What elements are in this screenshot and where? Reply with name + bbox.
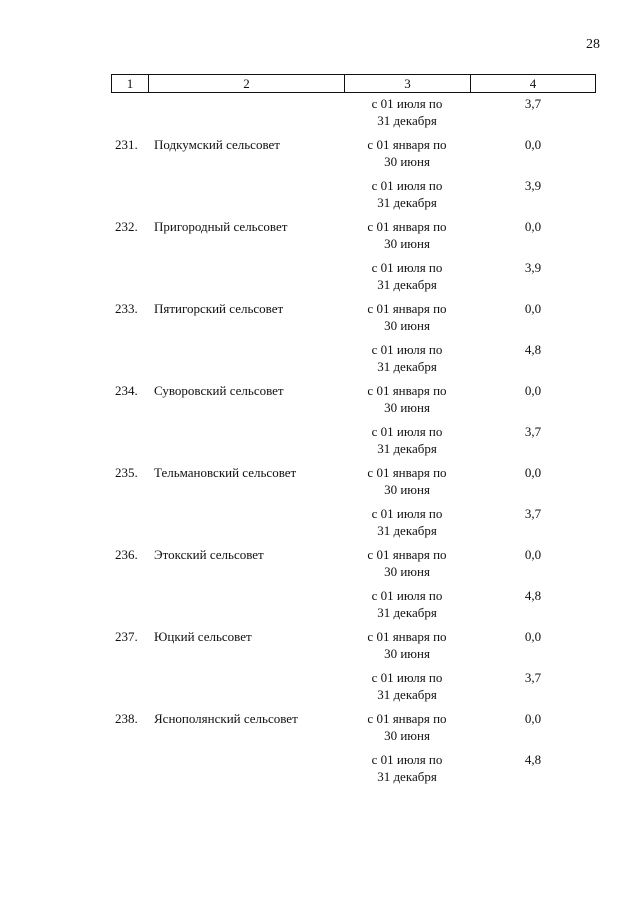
period-line2: 30 июня xyxy=(384,154,430,169)
row-value: 0,0 xyxy=(524,137,542,152)
table-row xyxy=(111,628,596,669)
table-row xyxy=(111,710,596,751)
table-row xyxy=(111,669,596,710)
table-row xyxy=(111,751,596,792)
period-line2: 31 декабря xyxy=(377,687,437,702)
row-number: 235. xyxy=(115,465,138,480)
table-row xyxy=(111,218,596,259)
row-value: 0,0 xyxy=(524,547,542,562)
row-value: 0,0 xyxy=(524,383,542,398)
period-line1: с 01 июля по xyxy=(371,342,443,357)
header-col-2: 2 xyxy=(149,75,345,92)
row-number: 234. xyxy=(115,383,138,398)
row-name: Этокский сельсовет xyxy=(154,547,264,562)
table-row xyxy=(111,546,596,587)
row-number: 232. xyxy=(115,219,138,234)
table-row xyxy=(111,300,596,341)
row-period xyxy=(344,218,470,252)
row-period xyxy=(344,423,470,457)
period-line1: с 01 января по xyxy=(367,137,447,152)
table-row xyxy=(111,423,596,464)
row-value: 3,9 xyxy=(524,260,542,275)
row-period xyxy=(344,464,470,498)
period-line2: 30 июня xyxy=(384,564,430,579)
row-value: 3,9 xyxy=(524,178,542,193)
row-period xyxy=(344,341,470,375)
row-number: 236. xyxy=(115,547,138,562)
table-row xyxy=(111,587,596,628)
table-row xyxy=(111,177,596,218)
row-value: 0,0 xyxy=(524,465,542,480)
period-line1: с 01 июля по xyxy=(371,588,443,603)
period-line1: с 01 июля по xyxy=(371,178,443,193)
row-name: Юцкий сельсовет xyxy=(154,629,252,644)
table-body xyxy=(111,95,596,792)
table-header xyxy=(111,74,596,93)
period-line2: 31 декабря xyxy=(377,113,437,128)
row-value: 0,0 xyxy=(524,219,542,234)
table-row xyxy=(111,464,596,505)
table-row xyxy=(111,505,596,546)
row-value: 4,8 xyxy=(524,752,542,767)
row-number: 233. xyxy=(115,301,138,316)
row-period xyxy=(344,505,470,539)
period-line1: с 01 июля по xyxy=(371,752,443,767)
row-value: 3,7 xyxy=(524,506,542,521)
period-line1: с 01 июля по xyxy=(371,424,443,439)
period-line1: с 01 января по xyxy=(367,383,447,398)
period-line2: 31 декабря xyxy=(377,441,437,456)
row-name: Подкумский сельсовет xyxy=(154,137,280,152)
table-row xyxy=(111,136,596,177)
table-row xyxy=(111,341,596,382)
row-period xyxy=(344,300,470,334)
period-line1: с 01 января по xyxy=(367,547,447,562)
row-period xyxy=(344,95,470,129)
row-number: 231. xyxy=(115,137,138,152)
row-number: 237. xyxy=(115,629,138,644)
period-line1: с 01 января по xyxy=(367,629,447,644)
row-period xyxy=(344,382,470,416)
period-line2: 30 июня xyxy=(384,236,430,251)
period-line1: с 01 июля по xyxy=(371,260,443,275)
period-line2: 30 июня xyxy=(384,318,430,333)
row-name: Пятигорский сельсовет xyxy=(154,301,284,316)
row-value: 3,7 xyxy=(524,670,542,685)
period-line1: с 01 июля по xyxy=(371,506,443,521)
period-line2: 31 декабря xyxy=(377,359,437,374)
period-line2: 30 июня xyxy=(384,400,430,415)
row-value: 3,7 xyxy=(524,96,542,111)
row-period xyxy=(344,546,470,580)
header-col-4: 4 xyxy=(529,75,537,91)
row-value: 4,8 xyxy=(524,342,542,357)
row-period xyxy=(344,751,470,785)
row-period xyxy=(344,628,470,662)
period-line2: 30 июня xyxy=(384,646,430,661)
header-col-1: 1 xyxy=(112,75,149,92)
row-name: Яснополянский сельсовет xyxy=(154,711,298,726)
period-line2: 31 декабря xyxy=(377,605,437,620)
row-value: 0,0 xyxy=(524,301,542,316)
period-line1: с 01 января по xyxy=(367,465,447,480)
period-line1: с 01 января по xyxy=(367,711,447,726)
period-line2: 31 декабря xyxy=(377,195,437,210)
page-number: 28 xyxy=(586,37,600,52)
row-period xyxy=(344,669,470,703)
header-col-3: 3 xyxy=(345,75,471,92)
row-period xyxy=(344,710,470,744)
row-period xyxy=(344,259,470,293)
period-line2: 30 июня xyxy=(384,728,430,743)
period-line2: 31 декабря xyxy=(377,769,437,784)
row-value: 0,0 xyxy=(524,629,542,644)
table-row xyxy=(111,259,596,300)
row-period xyxy=(344,587,470,621)
period-line2: 31 декабря xyxy=(377,277,437,292)
row-name: Пригородный сельсовет xyxy=(154,219,288,234)
row-value: 4,8 xyxy=(524,588,542,603)
row-value: 0,0 xyxy=(524,711,542,726)
row-number: 238. xyxy=(115,711,138,726)
row-period xyxy=(344,177,470,211)
period-line1: с 01 января по xyxy=(367,301,447,316)
period-line2: 30 июня xyxy=(384,482,430,497)
period-line1: с 01 июля по xyxy=(371,96,443,111)
row-name: Суворовский сельсовет xyxy=(154,383,284,398)
table-row xyxy=(111,95,596,136)
table-row xyxy=(111,382,596,423)
row-name: Тельмановский сельсовет xyxy=(154,465,297,480)
period-line1: с 01 июля по xyxy=(371,670,443,685)
period-line1: с 01 января по xyxy=(367,219,447,234)
period-line2: 31 декабря xyxy=(377,523,437,538)
row-value: 3,7 xyxy=(524,424,542,439)
row-period xyxy=(344,136,470,170)
